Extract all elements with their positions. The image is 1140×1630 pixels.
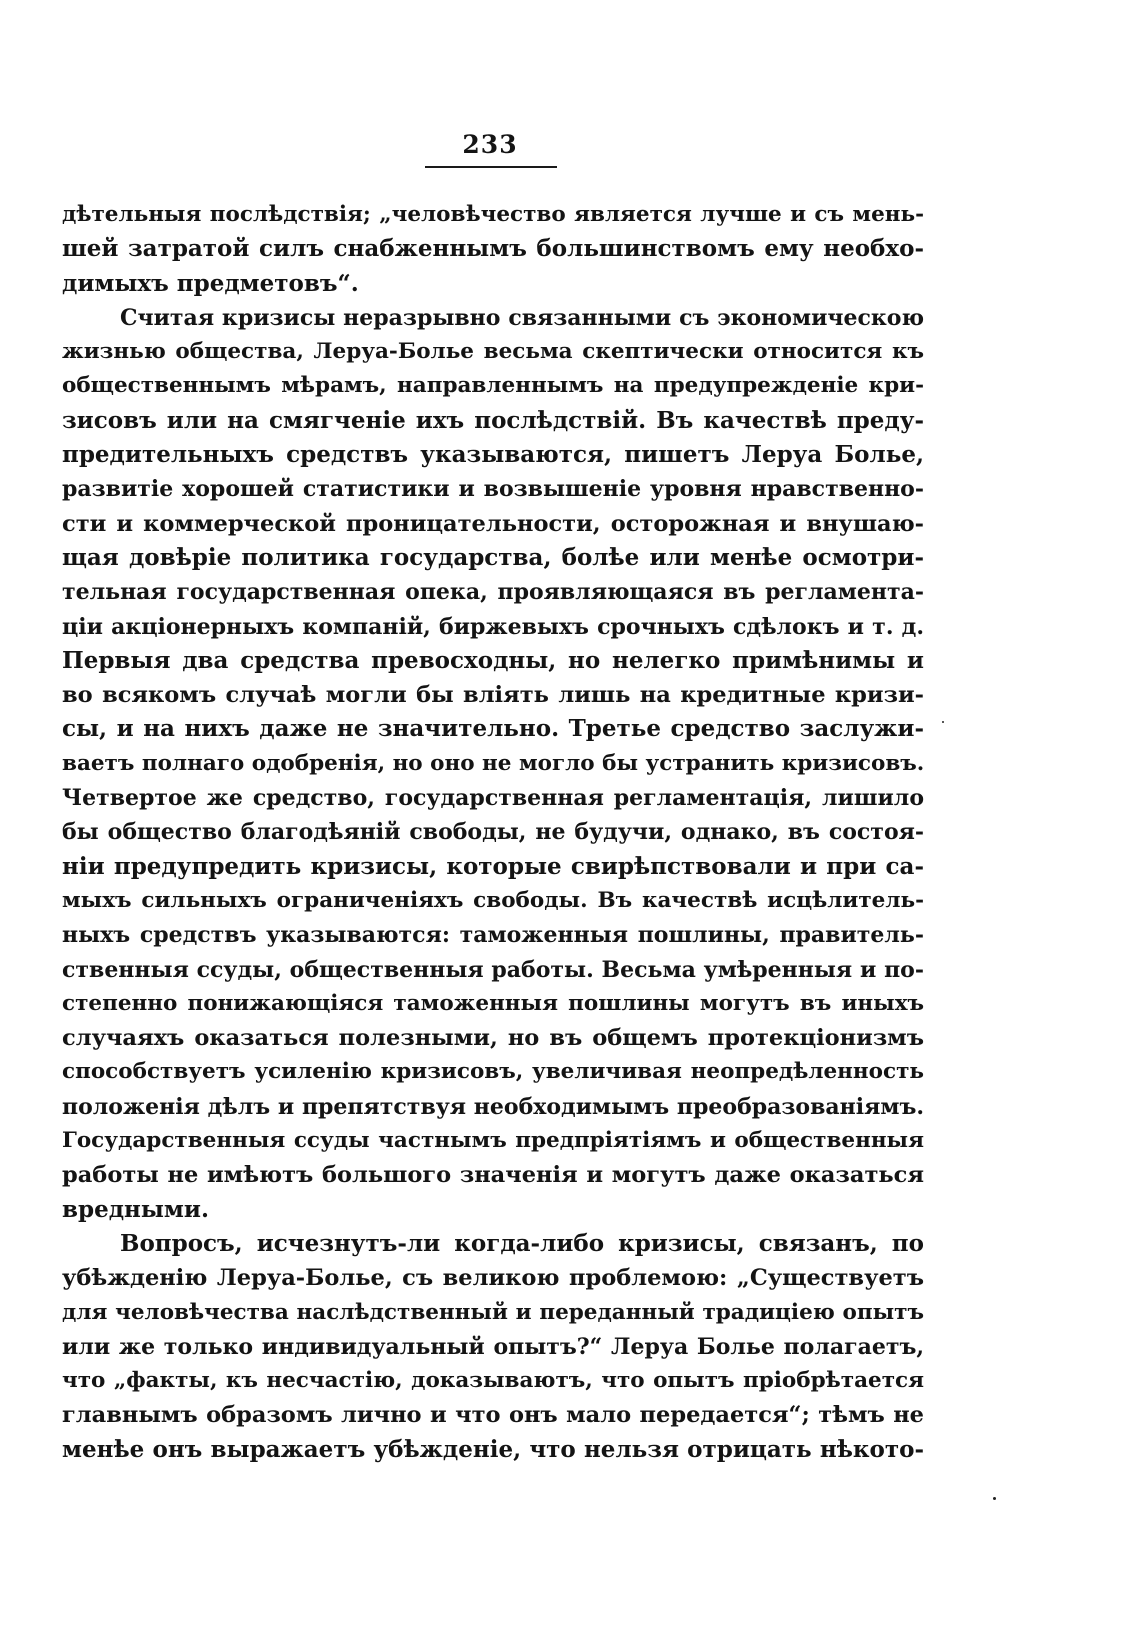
text-line: зисовъ или на смягченіе ихъ послѣдствій. Въ качествѣ преду- — [62, 406, 924, 434]
text-line: степенно понижающіяся таможенныя пошлины могутъ въ иныхъ — [62, 990, 924, 1016]
text-line: ныхъ средствъ указываются: таможенныя пошлины, правитель- — [62, 922, 924, 949]
text-line: вредными. — [62, 1195, 209, 1223]
text-line: главнымъ образомъ лично и что онъ мало передается“; тѣмъ не — [62, 1402, 924, 1429]
page-number: 233 — [462, 130, 518, 159]
text-line: или же только индивидуальный опытъ?“ Леруа Болье полагаетъ, — [62, 1333, 924, 1360]
text-line: ціи акціонерныхъ компаній, биржевыхъ срочныхъ сдѣлокъ и т. д. — [62, 613, 924, 640]
text-line: случаяхъ оказаться полезными, но въ общемъ протекціонизмъ — [62, 1025, 924, 1052]
text-line: убѣжденію Леруа-Болье, съ великою проблемою: „Существуетъ — [62, 1265, 924, 1292]
text-line: развитіе хорошей статистики и возвышеніе уровня нравственно- — [62, 476, 924, 503]
text-line: щая довѣріе политика государства, болѣе или менѣе осмотри- — [62, 543, 924, 571]
scan-speck — [993, 1497, 996, 1500]
text-line: Государственныя ссуды частнымъ предпріятіямъ и общественныя — [62, 1128, 924, 1154]
text-line: что „факты, къ несчастію, доказываютъ, что опытъ пріобрѣтается — [62, 1368, 924, 1394]
text-line: мыхъ сильныхъ ограниченіяхъ свободы. Въ качествѣ исцѣлитель- — [62, 887, 924, 913]
text-line: ваетъ полнаго одобренія, но оно не могло бы устранить кризисовъ. — [62, 750, 924, 776]
text-line: Вопросъ, исчезнутъ-ли когда-либо кризисы, связанъ, по — [120, 1229, 924, 1257]
text-line: шей затратой силъ снабженнымъ большинствомъ ему необхо- — [62, 235, 924, 263]
text-line: предительныхъ средствъ указываются, пишетъ Леруа Болье, — [62, 441, 924, 469]
text-line: положенія дѣлъ и препятствуя необходимымъ преобразованіямъ. — [62, 1093, 924, 1120]
text-line: жизнью общества, Леруа-Болье весьма скептически относится къ — [62, 339, 924, 365]
text-line: для человѣчества наслѣдственный и переданный традиціею опытъ — [62, 1299, 924, 1325]
text-line: дѣтельныя послѣдствія; „человѣчество является лучше и съ мень- — [62, 202, 924, 227]
text-line: работы не имѣютъ большого значенія и могутъ даже оказаться — [62, 1162, 924, 1189]
text-line: димыхъ предметовъ“. — [62, 269, 359, 297]
text-line: Первыя два средства превосходны, но нелегко примѣнимы и — [62, 646, 924, 674]
text-line: сти и коммерческой проницательности, осторожная и внушаю- — [62, 510, 924, 537]
text-line: ственныя ссуды, общественныя работы. Весьма умѣренныя и по- — [62, 956, 924, 983]
text-line: способствуетъ усиленію кризисовъ, увеличивая неопредѣленность — [62, 1059, 924, 1085]
scan-speck — [942, 721, 944, 723]
text-line: Считая кризисы неразрывно связанными съ экономическою — [120, 304, 924, 331]
page-number-rule — [425, 166, 557, 168]
text-line: бы общество благодѣяній свободы, не будучи, однако, въ состоя- — [62, 819, 924, 846]
text-line: тельная государственная опека, проявляющаяся въ регламента- — [62, 579, 924, 606]
text-line: сы, и на нихъ даже не значительно. Третье средство заслужи- — [62, 715, 924, 743]
body-text — [62, 198, 924, 1467]
text-line: менѣе онъ выражаетъ убѣжденіе, что нельзя отрицать нѣкото- — [62, 1435, 924, 1463]
text-line: ніи предупредить кризисы, которые свирѣпствовали и при са- — [62, 852, 924, 880]
text-line: Четвертое же средство, государственная регламентація, лишило — [62, 785, 924, 812]
text-line: общественнымъ мѣрамъ, направленнымъ на предупрежденіе кри- — [62, 373, 924, 399]
text-line: во всякомъ случаѣ могли бы вліять лишь на кредитные кризи- — [62, 682, 924, 709]
